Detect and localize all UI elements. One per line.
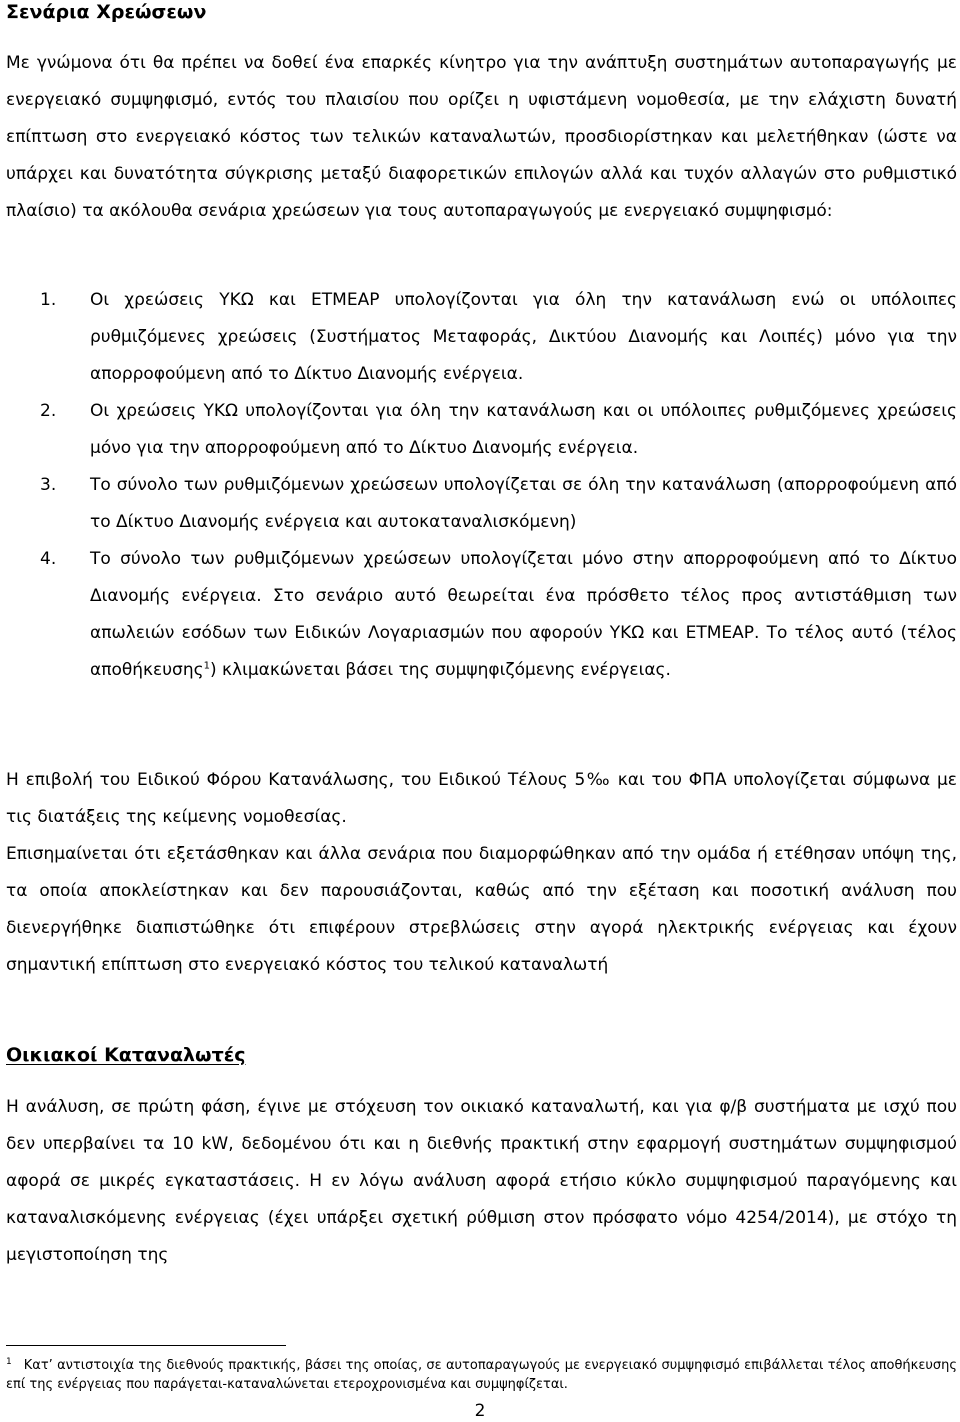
section-title-charging-scenarios: Σενάρια Χρεώσεων xyxy=(6,1,207,23)
other-scenarios-paragraph: Επισημαίνεται ότι εξετάσθηκαν και άλλα σενάρια που διαμορφώθηκαν από την ομάδα ή ετέθησαν υπόψη της, τα οποία αποκλείστηκαν και δεν παρουσιάζονται, καθώς από την εξέταση και ποσοτική ανάλυση που διενεργήθηκε διαπιστώθηκε ότι επιφέρουν στρεβλώσεις στην αγορά ηλεκτρικής ενέργειας και έχουν σημαντική επίπτωση στο ενεργειακό κόστος του τελικού καταναλωτή xyxy=(6,844,957,975)
scenario-number: 2. xyxy=(40,401,57,421)
intro-paragraph: Με γνώμονα ότι θα πρέπει να δοθεί ένα επαρκές κίνητρο για την ανάπτυξη συστημάτων αυτοπαραγωγής με ενεργειακό συμψηφισμό, εντός του πλαισίου που ορίζει η υφιστάμενη νομοθεσία, με την ελάχιστη δυνατή επίπτωση στο ενεργειακό κόστος των τελικών καταναλωτών, προσδιορίστηκαν και μελετήθηκαν (ώστε να υπάρχει και δυνατότητα σύγκρισης μεταξύ διαφορετικών επιλογών αλλά και τυχόν αλλαγών στο ρυθμιστικό πλαίσιο) τα ακόλουθα σενάρια χρεώσεων για τους αυτοπαραγωγούς με ενεργειακό συμψηφισμό: xyxy=(6,53,957,221)
footnote-mark: 1 xyxy=(6,1356,12,1367)
scenario-text: Οι χρεώσεις ΥΚΩ και ΕΤΜΕΑΡ υπολογίζονται για όλη την κατανάλωση ενώ οι υπόλοιπες ρυθμιζόμενες χρεώσεις (Συστήματος Μεταφοράς, Δικτύου Διανομής και Λοιπές) μόνο για την απορροφούμενη από το Δίκτυο Διανομής ενέργεια. xyxy=(90,290,957,384)
footnote-text: Κατ’ αντιστοιχία της διεθνούς πρακτικής, βάσει της οποίας, σε αυτοπαραγωγούς με ενεργειακό συμψηφισμό επιβάλλεται τέλος αποθήκευσης επί της ενέργειας που παράγεται-καταναλώνεται ετεροχρονισμένα και συμψηφίζεται. xyxy=(6,1358,957,1392)
household-paragraph: Η ανάλυση, σε πρώτη φάση, έγινε με στόχευση τον οικιακό καταναλωτή, και για φ/β συστήματα με ισχύ που δεν υπερβαίνει τα 10 kW, δεδομένου ότι και η διεθνής πρακτική στην εφαρμογή συστημάτων συμψηφισμού αφορά σε μικρές εγκαταστάσεις. Η εν λόγω ανάλυση αφορά ετήσιο κύκλο συμψηφισμού παραγόμενης και καταναλισκόμενης ενέργειας (έχει υπάρξει σχετική ρύθμιση στον πρόσφατο νόμο 4254/2014), με στόχο τη μεγιστοποίηση της xyxy=(6,1097,957,1265)
scenario-text: Οι χρεώσεις ΥΚΩ υπολογίζονται για όλη την κατανάλωση και οι υπόλοιπες ρυθμιζόμενες χρεώσεις μόνο για την απορροφούμενη από το Δίκτυο Διανομής ενέργεια. xyxy=(90,401,957,458)
footnote-divider xyxy=(6,1345,286,1346)
scenario-item-3 xyxy=(40,467,957,541)
scenario-list xyxy=(40,282,957,689)
scenario-item-2 xyxy=(40,393,957,467)
scenario-item-4 xyxy=(40,541,957,689)
tax-paragraph: Η επιβολή του Ειδικού Φόρου Κατανάλωσης, του Ειδικού Τέλους 5‰ και του ΦΠΑ υπολογίζεται σύμφωνα με τις διατάξεις της κείμενης νομοθεσίας. xyxy=(6,770,957,827)
scenario-text-after: ) κλιμακώνεται βάσει της συμψηφιζόμενης ενέργειας. xyxy=(209,660,671,680)
scenario-number: 1. xyxy=(40,290,57,310)
footnote-reference[interactable]: 1 xyxy=(203,660,210,672)
scenario-text-before: Το σύνολο των ρυθμιζόμενων χρεώσεων υπολογίζεται μόνο στην απορροφούμενη από το Δίκτυο Διανομής ενέργεια. Στο σενάριο αυτό θεωρείται ένα πρόσθετο τέλος προς αντιστάθμιση των απωλειών εσόδων των Ειδικών Λογαριασμών που αφορούν ΥΚΩ και ΕΤΜΕΑΡ. Το τέλος αυτό (τέλος αποθήκευσης xyxy=(90,549,957,680)
scenario-number: 4. xyxy=(40,549,57,569)
scenario-item-1 xyxy=(40,282,957,393)
section-title-household-consumers: Οικιακοί Καταναλωτές xyxy=(6,1044,246,1066)
page-number: 2 xyxy=(474,1401,486,1421)
scenario-number: 3. xyxy=(40,475,57,495)
footnote xyxy=(6,1356,957,1394)
scenario-text: Το σύνολο των ρυθμιζόμενων χρεώσεων υπολογίζεται σε όλη την κατανάλωση (απορροφούμενη από το Δίκτυο Διανομής ενέργεια και αυτοκαταναλισκόμενη) xyxy=(90,475,957,532)
